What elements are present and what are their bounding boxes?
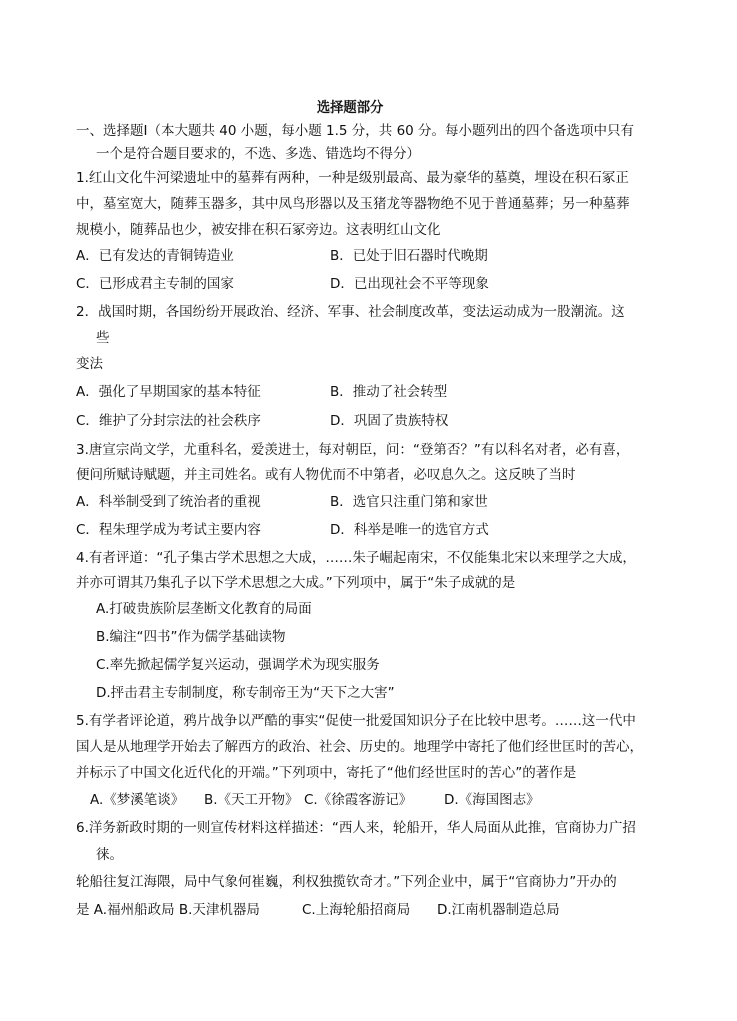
q6-stem-line-1: 6.洋务新政时期的一则宣传材料这样描述：“西人来，轮船开，华人局面从此推，官商协力广招 <box>76 820 636 836</box>
q3-option-a: A．科举制受到了统治者的重视 <box>76 494 261 510</box>
q6-stem-line-3: 轮船往复江海隈，局中气象何崔巍，利权独揽钦奇才。”下列企业中，属于“官商协力”开办的 <box>76 874 617 890</box>
q6-option-c: C.上海轮船招商局 <box>302 902 411 918</box>
q2-stem-line-2: 些 <box>96 330 110 346</box>
q4-option-a: A.打破贵族阶层垄断文化教育的局面 <box>96 601 312 617</box>
q6-option-d: D.江南机器制造总局 <box>437 902 560 918</box>
q5-option-c: C.《徐霞客游记》 <box>304 792 413 808</box>
q2-option-a: A．强化了早期国家的基本特征 <box>76 384 261 400</box>
q1-stem-line-2: 中，墓室宽大，随葬玉器多，其中凤鸟形器以及玉猪龙等器物绝不见于普通墓葬；另一种墓葬 <box>76 196 630 212</box>
q5-option-d: D.《海国图志》 <box>444 792 540 808</box>
q2-stem-line-1: 2．战国时期，各国纷纷开展政治、经济、军事、社会制度改革，变法运动成为一股潮流。这 <box>76 304 625 320</box>
q3-option-c: C．程朱理学成为考试主要内容 <box>76 522 261 538</box>
section-title: 选择题部分 <box>316 100 384 116</box>
q6-stem-line-2: 徕。 <box>96 847 123 863</box>
q5-option-a: A.《梦溪笔谈》 <box>90 792 185 808</box>
instructions-line-2: 一个是符合题目要求的，不选、多选、错选均不得分） <box>96 146 420 162</box>
q4-stem-line-2: 并亦可谓其乃集孔子以下学术思想之大成。”下列项中，属于“朱子成就的是 <box>76 575 516 591</box>
q3-option-d: D．科举是唯一的选官方式 <box>330 522 489 538</box>
instructions-line-1: 一、选择题Ⅰ（本大题共 40 小题，每小题 1.5 分，共 60 分。每小题列出的四个备选项中只有 <box>76 123 635 139</box>
q2-option-d: D．巩固了贵族特权 <box>330 413 449 429</box>
q3-option-b: B．选官只注重门第和家世 <box>330 494 488 510</box>
q1-option-c: C．已形成君主专制的国家 <box>76 276 234 292</box>
q4-stem-line-1: 4.有者评道：“孔子集古学术思想之大成，……朱子崛起南宋，不仅能集北宋以来理学之大成， <box>76 550 636 566</box>
q5-stem-line-1: 5.有学者评论道，鸦片战争以严酷的事实“促使一批爱国知识分子在比较中思考。……这一代中 <box>76 713 636 729</box>
q2-option-c: C．维护了分封宗法的社会秩序 <box>76 413 261 429</box>
q5-stem-line-3: 并标示了中国文化近代化的开端。”下列项中，寄托了“他们经世匡时的苦心”的著作是 <box>76 765 577 781</box>
q1-option-a: A．已有发达的青铜铸造业 <box>76 248 234 264</box>
q5-option-b: B.《天工开物》 <box>204 792 299 808</box>
q1-option-b: B．已处于旧石器时代晚期 <box>330 248 488 264</box>
q4-option-c: C.率先掀起儒学复兴运动，强调学术为现实服务 <box>96 657 380 673</box>
q1-stem-line-1: 1.红山文化牛河梁遗址中的墓葬有两种，一种是级别最高、最为豪华的墓奠，埋设在积石冢正 <box>76 170 629 186</box>
q3-stem-line-1: 3.唐宣宗尚文学，尤重科名，爱羡进士，每对朝臣，问：“登第否？”有以科名对者，必有喜， <box>76 442 630 458</box>
q2-option-b: B．推动了社会转型 <box>330 384 448 400</box>
q5-stem-line-2: 国人是从地理学开始去了解西方的政治、社会、历史的。地理学中寄托了他们经世匡时的苦心， <box>76 739 643 755</box>
q4-option-d: D.抨击君主专制制度，称专制帝王为“天下之大害” <box>96 685 395 701</box>
q4-option-b: B.编注“四书”作为儒学基础读物 <box>96 629 286 645</box>
q6-option-a-b: 是 A.福州船政局 B.天津机器局 <box>76 902 260 918</box>
q3-stem-line-2: 便问所赋诗赋题，并主司姓名。或有人物优而不中第者，必叹息久之。这反映了当时 <box>76 467 576 483</box>
q1-option-d: D．已出现社会不平等现象 <box>330 276 489 292</box>
q1-stem-line-3: 规模小，随葬品也少，被安排在积石冢旁边。这表明红山文化 <box>76 222 441 238</box>
q2-stem-line-3: 变法 <box>76 356 103 372</box>
